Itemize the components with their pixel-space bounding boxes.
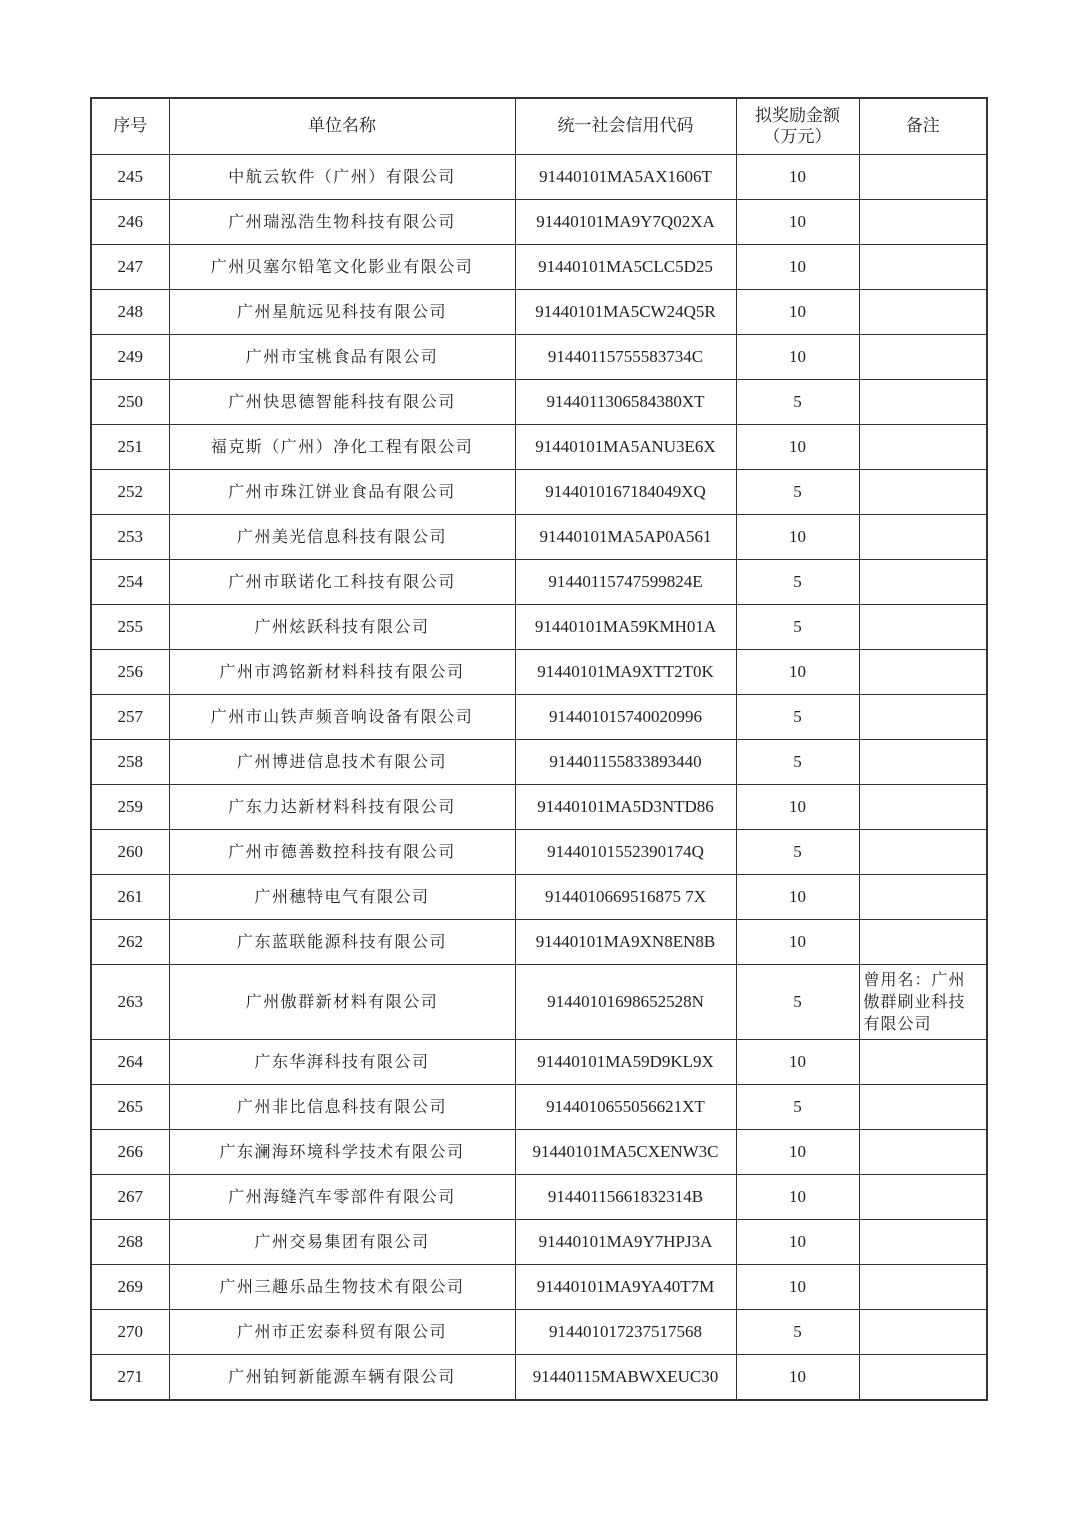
cell-amount: 5 — [736, 695, 859, 740]
cell-name: 广州快思德智能科技有限公司 — [169, 380, 515, 425]
cell-amount: 10 — [736, 785, 859, 830]
cell-code: 91440101MA5CXENW3C — [515, 1130, 736, 1175]
table-row — [91, 875, 987, 920]
cell-index: 271 — [91, 1355, 169, 1400]
cell-name: 广州市珠江饼业食品有限公司 — [169, 470, 515, 515]
table-row — [91, 470, 987, 515]
cell-amount: 10 — [736, 515, 859, 560]
cell-amount: 10 — [736, 200, 859, 245]
cell-note — [859, 650, 987, 695]
cell-amount: 5 — [736, 740, 859, 785]
cell-note — [859, 560, 987, 605]
header-note: 备注 — [859, 98, 987, 155]
cell-amount: 10 — [736, 1220, 859, 1265]
cell-code: 91440101MA5AX1606T — [515, 155, 736, 200]
cell-code: 9144011306584380XT — [515, 380, 736, 425]
cell-note — [859, 515, 987, 560]
table-row — [91, 1040, 987, 1085]
cell-amount: 5 — [736, 830, 859, 875]
cell-note — [859, 875, 987, 920]
cell-name: 广州炫跃科技有限公司 — [169, 605, 515, 650]
award-list-table — [90, 97, 988, 1401]
cell-index: 256 — [91, 650, 169, 695]
table-row — [91, 650, 987, 695]
table-row — [91, 380, 987, 425]
cell-index: 270 — [91, 1310, 169, 1355]
cell-code: 9144010669516875 7X — [515, 875, 736, 920]
cell-index: 268 — [91, 1220, 169, 1265]
cell-code: 9144010655056621XT — [515, 1085, 736, 1130]
header-index: 序号 — [91, 98, 169, 155]
cell-code: 91440101MA59KMH01A — [515, 605, 736, 650]
cell-name: 广州海缝汽车零部件有限公司 — [169, 1175, 515, 1220]
cell-code: 91440115661832314B — [515, 1175, 736, 1220]
cell-note — [859, 605, 987, 650]
table-row — [91, 1355, 987, 1400]
table-row — [91, 1220, 987, 1265]
cell-code: 91440101MA9Y7HPJ3A — [515, 1220, 736, 1265]
cell-code: 91440101MA5CLC5D25 — [515, 245, 736, 290]
cell-index: 266 — [91, 1130, 169, 1175]
cell-note — [859, 1085, 987, 1130]
cell-name: 广东澜海环境科学技术有限公司 — [169, 1130, 515, 1175]
cell-name: 广州穗特电气有限公司 — [169, 875, 515, 920]
table-row — [91, 1175, 987, 1220]
cell-index: 250 — [91, 380, 169, 425]
header-amount: 拟奖励金额（万元） — [736, 98, 859, 155]
cell-name: 广州市山铁声频音响设备有限公司 — [169, 695, 515, 740]
cell-amount: 10 — [736, 1265, 859, 1310]
cell-name: 广州市正宏泰科贸有限公司 — [169, 1310, 515, 1355]
cell-note — [859, 785, 987, 830]
cell-index: 265 — [91, 1085, 169, 1130]
cell-name: 广州美光信息科技有限公司 — [169, 515, 515, 560]
cell-index: 253 — [91, 515, 169, 560]
cell-amount: 5 — [736, 965, 859, 1040]
cell-code: 914401017237517568 — [515, 1310, 736, 1355]
cell-note — [859, 740, 987, 785]
header-row — [91, 98, 987, 155]
cell-amount: 5 — [736, 470, 859, 515]
cell-amount: 10 — [736, 425, 859, 470]
cell-amount: 5 — [736, 560, 859, 605]
cell-index: 258 — [91, 740, 169, 785]
cell-note — [859, 1355, 987, 1400]
header-code: 统一社会信用代码 — [515, 98, 736, 155]
cell-note — [859, 1175, 987, 1220]
cell-amount: 5 — [736, 1310, 859, 1355]
table-row — [91, 920, 987, 965]
cell-index: 260 — [91, 830, 169, 875]
cell-code: 91440101MA9YA40T7M — [515, 1265, 736, 1310]
table-row — [91, 155, 987, 200]
cell-code: 91440101552390174Q — [515, 830, 736, 875]
cell-amount: 10 — [736, 335, 859, 380]
cell-amount: 5 — [736, 605, 859, 650]
cell-note — [859, 1040, 987, 1085]
cell-name: 广州三趣乐品生物技术有限公司 — [169, 1265, 515, 1310]
table-body — [91, 155, 987, 1400]
table-row — [91, 245, 987, 290]
cell-amount: 10 — [736, 1040, 859, 1085]
table-row — [91, 515, 987, 560]
cell-index: 252 — [91, 470, 169, 515]
table-header — [91, 98, 987, 155]
cell-name: 广州傲群新材料有限公司 — [169, 965, 515, 1040]
cell-note — [859, 155, 987, 200]
cell-note — [859, 470, 987, 515]
cell-note — [859, 425, 987, 470]
cell-amount: 10 — [736, 290, 859, 335]
table-row — [91, 335, 987, 380]
cell-note — [859, 200, 987, 245]
cell-index: 247 — [91, 245, 169, 290]
cell-note — [859, 1220, 987, 1265]
cell-amount: 5 — [736, 380, 859, 425]
table-row — [91, 290, 987, 335]
table-row — [91, 1310, 987, 1355]
cell-index: 251 — [91, 425, 169, 470]
cell-code: 91440115755583734C — [515, 335, 736, 380]
cell-index: 267 — [91, 1175, 169, 1220]
cell-name: 广东力达新材料科技有限公司 — [169, 785, 515, 830]
cell-note — [859, 335, 987, 380]
cell-amount: 10 — [736, 1175, 859, 1220]
cell-note — [859, 380, 987, 425]
cell-code: 91440101MA5D3NTD86 — [515, 785, 736, 830]
cell-amount: 10 — [736, 155, 859, 200]
cell-index: 269 — [91, 1265, 169, 1310]
cell-note — [859, 920, 987, 965]
cell-index: 264 — [91, 1040, 169, 1085]
cell-code: 91440101698652528N — [515, 965, 736, 1040]
table-row — [91, 965, 987, 1040]
cell-code: 91440115MABWXEUC30 — [515, 1355, 736, 1400]
cell-code: 914401015740020996 — [515, 695, 736, 740]
cell-index: 263 — [91, 965, 169, 1040]
cell-code: 91440101MA9XTT2T0K — [515, 650, 736, 695]
cell-code: 91440101MA5CW24Q5R — [515, 290, 736, 335]
table-row — [91, 605, 987, 650]
table-row — [91, 1130, 987, 1175]
cell-note — [859, 695, 987, 740]
table-row — [91, 830, 987, 875]
cell-name: 福克斯（广州）净化工程有限公司 — [169, 425, 515, 470]
cell-name: 广州市鸿铭新材料科技有限公司 — [169, 650, 515, 695]
cell-name: 广州博进信息技术有限公司 — [169, 740, 515, 785]
table-row — [91, 560, 987, 605]
cell-index: 257 — [91, 695, 169, 740]
cell-index: 246 — [91, 200, 169, 245]
cell-code: 914401155833893440 — [515, 740, 736, 785]
cell-note — [859, 1265, 987, 1310]
cell-code: 91440101MA59D9KL9X — [515, 1040, 736, 1085]
cell-amount: 10 — [736, 1130, 859, 1175]
cell-code: 91440101MA9Y7Q02XA — [515, 200, 736, 245]
cell-index: 262 — [91, 920, 169, 965]
cell-index: 248 — [91, 290, 169, 335]
cell-note — [859, 1310, 987, 1355]
cell-note — [859, 830, 987, 875]
table-row — [91, 695, 987, 740]
cell-name: 中航云软件（广州）有限公司 — [169, 155, 515, 200]
cell-note — [859, 245, 987, 290]
cell-amount: 10 — [736, 1355, 859, 1400]
cell-name: 广州市宝桃食品有限公司 — [169, 335, 515, 380]
cell-name: 广东蓝联能源科技有限公司 — [169, 920, 515, 965]
cell-note — [859, 1130, 987, 1175]
cell-name: 广州市德善数控科技有限公司 — [169, 830, 515, 875]
cell-code: 91440101MA5ANU3E6X — [515, 425, 736, 470]
cell-code: 91440101MA9XN8EN8B — [515, 920, 736, 965]
cell-amount: 10 — [736, 875, 859, 920]
cell-note: 曾用名：广州傲群刷业科技有限公司 — [859, 965, 987, 1040]
cell-name: 广州非比信息科技有限公司 — [169, 1085, 515, 1130]
cell-name: 广州市联诺化工科技有限公司 — [169, 560, 515, 605]
table-row — [91, 1085, 987, 1130]
cell-name: 广州瑞泓浩生物科技有限公司 — [169, 200, 515, 245]
table-row — [91, 425, 987, 470]
table-row — [91, 740, 987, 785]
table-row — [91, 1265, 987, 1310]
cell-code: 9144010167184049XQ — [515, 470, 736, 515]
cell-index: 261 — [91, 875, 169, 920]
cell-amount: 10 — [736, 920, 859, 965]
cell-amount: 10 — [736, 245, 859, 290]
cell-index: 245 — [91, 155, 169, 200]
cell-name: 广州贝塞尔铅笔文化影业有限公司 — [169, 245, 515, 290]
cell-code: 91440115747599824E — [515, 560, 736, 605]
cell-name: 广东华湃科技有限公司 — [169, 1040, 515, 1085]
cell-amount: 5 — [736, 1085, 859, 1130]
cell-name: 广州交易集团有限公司 — [169, 1220, 515, 1265]
cell-index: 254 — [91, 560, 169, 605]
cell-name: 广州星航远见科技有限公司 — [169, 290, 515, 335]
table-row — [91, 200, 987, 245]
cell-code: 91440101MA5AP0A561 — [515, 515, 736, 560]
header-name: 单位名称 — [169, 98, 515, 155]
cell-index: 249 — [91, 335, 169, 380]
table-row — [91, 785, 987, 830]
cell-name: 广州铂钶新能源车辆有限公司 — [169, 1355, 515, 1400]
cell-index: 259 — [91, 785, 169, 830]
cell-note — [859, 290, 987, 335]
cell-index: 255 — [91, 605, 169, 650]
cell-amount: 10 — [736, 650, 859, 695]
